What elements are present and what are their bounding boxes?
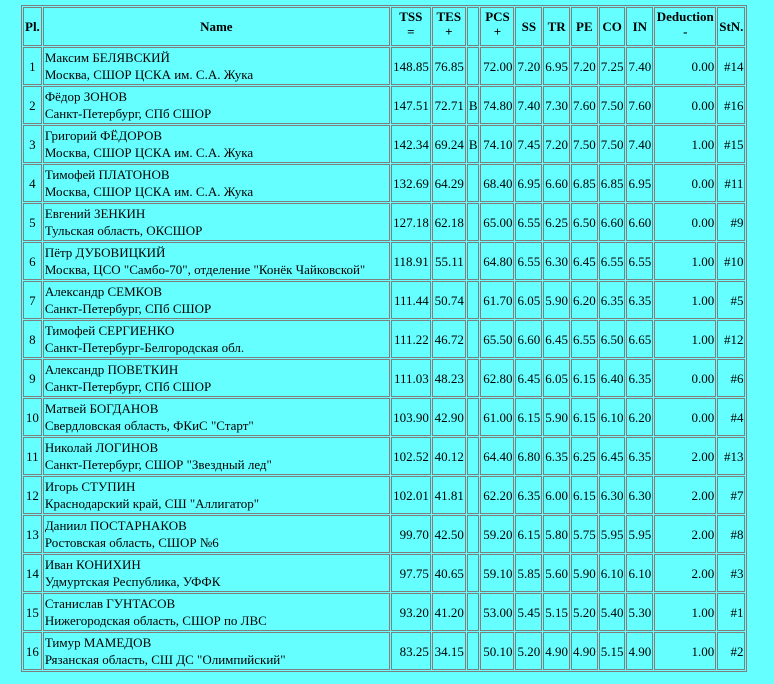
ss-cell: 5.20: [515, 632, 542, 670]
ss-cell: 6.80: [515, 437, 542, 475]
in-cell: 6.35: [626, 437, 653, 475]
tes-cell: 41.20: [432, 593, 466, 631]
skater-name: Александр ПОВЕТКИН: [44, 362, 179, 377]
start-number-cell: #4: [717, 398, 745, 436]
table-row: [23, 281, 745, 319]
skater-name: Тимур МАМЕДОВ: [44, 635, 152, 650]
table-row: [23, 398, 745, 436]
in-cell: 6.55: [626, 242, 653, 280]
skater-name: Евгений ЗЕНКИН: [44, 206, 146, 221]
tes-cell: 40.65: [432, 554, 466, 592]
table-row: [23, 203, 745, 241]
deduction-cell: 2.00: [654, 554, 716, 592]
skater-cell: [43, 632, 390, 670]
pcs-cell: 68.40: [480, 164, 514, 202]
header-deduction: [654, 7, 716, 46]
start-number-cell: #16: [717, 86, 745, 124]
start-number-cell: #5: [717, 281, 745, 319]
tss-cell: 97.75: [391, 554, 431, 592]
mark-cell: [467, 242, 480, 280]
in-cell: 6.35: [626, 281, 653, 319]
skater-cell: [43, 554, 390, 592]
deduction-cell: 1.00: [654, 125, 716, 163]
skater-cell: [43, 476, 390, 514]
pcs-cell: 64.40: [480, 437, 514, 475]
skater-cell: [43, 125, 390, 163]
tr-cell: 5.80: [543, 515, 570, 553]
co-cell: 6.40: [599, 359, 626, 397]
header-ss: SS: [515, 7, 542, 46]
skater-name: Николай ЛОГИНОВ: [44, 440, 159, 455]
co-cell: 6.10: [599, 398, 626, 436]
header-start-number: StN.: [717, 7, 745, 46]
tr-cell: 7.20: [543, 125, 570, 163]
ss-cell: 6.55: [515, 203, 542, 241]
pe-cell: 6.15: [571, 398, 598, 436]
ss-cell: 5.45: [515, 593, 542, 631]
tes-cell: 42.90: [432, 398, 466, 436]
deduction-cell: 2.00: [654, 515, 716, 553]
skater-club: Ростовская область, СШОР №6: [44, 535, 219, 550]
header-deduction-label: Deduction: [656, 9, 714, 24]
tes-cell: 76.85: [432, 47, 466, 85]
tes-cell: 62.18: [432, 203, 466, 241]
skater-club: Москва, СШОР ЦСКА им. С.А. Жука: [44, 184, 254, 199]
skater-club: Санкт-Петербург, СШОР "Звездный лед": [44, 457, 272, 472]
pe-cell: 7.60: [571, 86, 598, 124]
pe-cell: 6.45: [571, 242, 598, 280]
start-number-cell: #11: [717, 164, 745, 202]
in-cell: 5.30: [626, 593, 653, 631]
skater-club: Нижегородская область, СШОР по ЛВС: [44, 613, 267, 628]
tss-cell: 148.85: [391, 47, 431, 85]
pe-cell: 5.20: [571, 593, 598, 631]
tes-cell: 42.50: [432, 515, 466, 553]
header-tss: [391, 7, 431, 46]
tss-cell: 147.51: [391, 86, 431, 124]
table-row: [23, 86, 745, 124]
tes-cell: 50.74: [432, 281, 466, 319]
tr-cell: 6.25: [543, 203, 570, 241]
pe-cell: 5.75: [571, 515, 598, 553]
start-number-cell: #15: [717, 125, 745, 163]
pcs-cell: 65.50: [480, 320, 514, 358]
tes-cell: 64.29: [432, 164, 466, 202]
skater-cell: [43, 593, 390, 631]
co-cell: 6.85: [599, 164, 626, 202]
mark-cell: [467, 632, 480, 670]
tes-cell: 40.12: [432, 437, 466, 475]
deduction-cell: 1.00: [654, 593, 716, 631]
tr-cell: 6.45: [543, 320, 570, 358]
mark-cell: [467, 593, 480, 631]
skater-club: Санкт-Петербург, СПб СШОР: [44, 301, 212, 316]
mark-cell: [467, 47, 480, 85]
header-pcs: [480, 7, 514, 46]
header-mark: [467, 7, 480, 46]
tss-cell: 99.70: [391, 515, 431, 553]
ss-cell: 5.85: [515, 554, 542, 592]
co-cell: 5.95: [599, 515, 626, 553]
skater-club: Санкт-Петербург, СПб СШОР: [44, 106, 212, 121]
pe-cell: 6.50: [571, 203, 598, 241]
in-cell: 6.95: [626, 164, 653, 202]
mark-cell: [467, 164, 480, 202]
skater-cell: [43, 203, 390, 241]
pcs-cell: 72.00: [480, 47, 514, 85]
ss-cell: 6.15: [515, 398, 542, 436]
skater-club: Санкт-Петербург-Белгородская обл.: [44, 340, 245, 355]
skater-name: Александр СЕМКОВ: [44, 284, 163, 299]
start-number-cell: #2: [717, 632, 745, 670]
table-row: [23, 164, 745, 202]
table-row: [23, 476, 745, 514]
header-in: IN: [626, 7, 653, 46]
ss-cell: 6.95: [515, 164, 542, 202]
skater-cell: [43, 398, 390, 436]
in-cell: 6.65: [626, 320, 653, 358]
tr-cell: 6.95: [543, 47, 570, 85]
results-table: [21, 5, 747, 672]
ss-cell: 6.05: [515, 281, 542, 319]
place-cell: 5: [23, 203, 42, 241]
start-number-cell: #12: [717, 320, 745, 358]
deduction-cell: 2.00: [654, 476, 716, 514]
header-tr: TR: [543, 7, 570, 46]
tss-cell: 83.25: [391, 632, 431, 670]
co-cell: 6.45: [599, 437, 626, 475]
skater-club: Свердловская область, ФКиС "Старт": [44, 418, 254, 433]
start-number-cell: #3: [717, 554, 745, 592]
deduction-cell: 0.00: [654, 398, 716, 436]
tss-cell: 118.91: [391, 242, 431, 280]
tss-cell: 93.20: [391, 593, 431, 631]
skater-cell: [43, 515, 390, 553]
header-pe: PE: [571, 7, 598, 46]
tes-cell: 48.23: [432, 359, 466, 397]
tr-cell: 5.90: [543, 398, 570, 436]
pcs-cell: 64.80: [480, 242, 514, 280]
header-tss-sign: =: [407, 24, 415, 39]
pcs-cell: 53.00: [480, 593, 514, 631]
skater-club: Москва, СШОР ЦСКА им. С.А. Жука: [44, 67, 254, 82]
co-cell: 7.50: [599, 125, 626, 163]
skater-name: Иван КОНИХИН: [44, 557, 141, 572]
ss-cell: 6.55: [515, 242, 542, 280]
pe-cell: 6.25: [571, 437, 598, 475]
pcs-cell: 62.20: [480, 476, 514, 514]
skater-cell: [43, 242, 390, 280]
table-row: [23, 437, 745, 475]
in-cell: 6.35: [626, 359, 653, 397]
pcs-cell: 61.70: [480, 281, 514, 319]
co-cell: 6.30: [599, 476, 626, 514]
co-cell: 5.15: [599, 632, 626, 670]
skater-name: Фёдор ЗОНОВ: [44, 89, 128, 104]
start-number-cell: #14: [717, 47, 745, 85]
pe-cell: 7.50: [571, 125, 598, 163]
pcs-cell: 62.80: [480, 359, 514, 397]
ss-cell: 7.20: [515, 47, 542, 85]
skater-name: Пётр ДУБОВИЦКИЙ: [44, 245, 166, 260]
tes-cell: 41.81: [432, 476, 466, 514]
skater-cell: [43, 281, 390, 319]
start-number-cell: #10: [717, 242, 745, 280]
skater-name: Тимофей СЕРГИЕНКО: [44, 323, 175, 338]
skater-club: Москва, ЦСО "Самбо-70", отделение "Конёк Чайковской": [44, 262, 366, 277]
pcs-cell: 74.80: [480, 86, 514, 124]
tss-cell: 132.69: [391, 164, 431, 202]
header-co: CO: [599, 7, 626, 46]
mark-cell: [467, 437, 480, 475]
start-number-cell: #1: [717, 593, 745, 631]
skater-club: Москва, СШОР ЦСКА им. С.А. Жука: [44, 145, 254, 160]
pcs-cell: 59.10: [480, 554, 514, 592]
place-cell: 11: [23, 437, 42, 475]
tr-cell: 6.00: [543, 476, 570, 514]
header-tes-label: TES: [436, 9, 462, 24]
tr-cell: 4.90: [543, 632, 570, 670]
co-cell: 6.10: [599, 554, 626, 592]
pe-cell: 6.20: [571, 281, 598, 319]
place-cell: 4: [23, 164, 42, 202]
pe-cell: 6.85: [571, 164, 598, 202]
table-row: [23, 593, 745, 631]
header-tss-label: TSS: [399, 9, 423, 24]
in-cell: 6.60: [626, 203, 653, 241]
pe-cell: 7.20: [571, 47, 598, 85]
tes-cell: 55.11: [432, 242, 466, 280]
header-row: [23, 7, 745, 46]
tss-cell: 142.34: [391, 125, 431, 163]
table-row: [23, 359, 745, 397]
co-cell: 7.25: [599, 47, 626, 85]
place-cell: 12: [23, 476, 42, 514]
tss-cell: 102.52: [391, 437, 431, 475]
place-cell: 8: [23, 320, 42, 358]
place-cell: 3: [23, 125, 42, 163]
pcs-cell: 65.00: [480, 203, 514, 241]
start-number-cell: #7: [717, 476, 745, 514]
skater-club: Краснодарский край, СШ "Аллигатор": [44, 496, 260, 511]
header-tes-sign: +: [445, 24, 453, 39]
deduction-cell: 0.00: [654, 86, 716, 124]
deduction-cell: 1.00: [654, 242, 716, 280]
place-cell: 2: [23, 86, 42, 124]
tss-cell: 102.01: [391, 476, 431, 514]
co-cell: 5.40: [599, 593, 626, 631]
table-row: [23, 632, 745, 670]
header-place: Pl.: [23, 7, 42, 46]
place-cell: 16: [23, 632, 42, 670]
ss-cell: 7.45: [515, 125, 542, 163]
deduction-cell: 0.00: [654, 359, 716, 397]
mark-cell: B: [467, 125, 480, 163]
skater-name: Максим БЕЛЯВСКИЙ: [44, 50, 170, 65]
place-cell: 1: [23, 47, 42, 85]
header-deduction-sign: -: [683, 24, 688, 39]
in-cell: 7.40: [626, 47, 653, 85]
skater-club: Санкт-Петербург, СПб СШОР: [44, 379, 212, 394]
place-cell: 15: [23, 593, 42, 631]
tss-cell: 111.22: [391, 320, 431, 358]
tes-cell: 34.15: [432, 632, 466, 670]
place-cell: 7: [23, 281, 42, 319]
mark-cell: [467, 281, 480, 319]
mark-cell: [467, 359, 480, 397]
pe-cell: 6.55: [571, 320, 598, 358]
tr-cell: 6.35: [543, 437, 570, 475]
skater-name: Игорь СТУПИН: [44, 479, 136, 494]
start-number-cell: #9: [717, 203, 745, 241]
deduction-cell: 2.00: [654, 437, 716, 475]
tr-cell: 5.60: [543, 554, 570, 592]
pcs-cell: 59.20: [480, 515, 514, 553]
in-cell: 7.60: [626, 86, 653, 124]
ss-cell: 6.60: [515, 320, 542, 358]
in-cell: 5.95: [626, 515, 653, 553]
skater-cell: [43, 437, 390, 475]
co-cell: 6.55: [599, 242, 626, 280]
co-cell: 7.50: [599, 86, 626, 124]
pe-cell: 6.15: [571, 476, 598, 514]
co-cell: 6.35: [599, 281, 626, 319]
tes-cell: 69.24: [432, 125, 466, 163]
skater-name: Матвей БОГДАНОВ: [44, 401, 159, 416]
co-cell: 6.60: [599, 203, 626, 241]
tr-cell: 5.15: [543, 593, 570, 631]
mark-cell: [467, 203, 480, 241]
in-cell: 4.90: [626, 632, 653, 670]
ss-cell: 6.45: [515, 359, 542, 397]
skater-club: Рязанская область, СШ ДС "Олимпийский": [44, 652, 286, 667]
table-row: [23, 242, 745, 280]
start-number-cell: #8: [717, 515, 745, 553]
mark-cell: [467, 515, 480, 553]
ss-cell: 6.35: [515, 476, 542, 514]
co-cell: 6.50: [599, 320, 626, 358]
pcs-cell: 50.10: [480, 632, 514, 670]
in-cell: 6.10: [626, 554, 653, 592]
table-row: [23, 47, 745, 85]
in-cell: 6.20: [626, 398, 653, 436]
table-row: [23, 320, 745, 358]
place-cell: 13: [23, 515, 42, 553]
table-row: [23, 515, 745, 553]
header-pcs-label: PCS: [485, 9, 510, 24]
deduction-cell: 1.00: [654, 320, 716, 358]
table-row: [23, 125, 745, 163]
deduction-cell: 1.00: [654, 281, 716, 319]
tss-cell: 127.18: [391, 203, 431, 241]
ss-cell: 7.40: [515, 86, 542, 124]
deduction-cell: 0.00: [654, 47, 716, 85]
mark-cell: [467, 320, 480, 358]
tes-cell: 72.71: [432, 86, 466, 124]
tr-cell: 5.90: [543, 281, 570, 319]
pcs-cell: 74.10: [480, 125, 514, 163]
tr-cell: 6.30: [543, 242, 570, 280]
pcs-cell: 61.00: [480, 398, 514, 436]
tr-cell: 7.30: [543, 86, 570, 124]
pe-cell: 5.90: [571, 554, 598, 592]
deduction-cell: 0.00: [654, 164, 716, 202]
in-cell: 7.40: [626, 125, 653, 163]
skater-cell: [43, 47, 390, 85]
start-number-cell: #13: [717, 437, 745, 475]
mark-cell: [467, 398, 480, 436]
tr-cell: 6.60: [543, 164, 570, 202]
skater-name: Григорий ФЁДОРОВ: [44, 128, 163, 143]
table-row: [23, 554, 745, 592]
place-cell: 9: [23, 359, 42, 397]
results-body: [23, 47, 745, 670]
place-cell: 14: [23, 554, 42, 592]
pe-cell: 6.15: [571, 359, 598, 397]
skater-cell: [43, 86, 390, 124]
tr-cell: 6.05: [543, 359, 570, 397]
tss-cell: 111.44: [391, 281, 431, 319]
mark-cell: B: [467, 86, 480, 124]
skater-cell: [43, 164, 390, 202]
deduction-cell: 1.00: [654, 632, 716, 670]
pe-cell: 4.90: [571, 632, 598, 670]
skater-name: Даниил ПОСТАРНАКОВ: [44, 518, 187, 533]
header-tes: [432, 7, 466, 46]
mark-cell: [467, 554, 480, 592]
deduction-cell: 0.00: [654, 203, 716, 241]
skater-name: Станислав ГУНТАСОВ: [44, 596, 176, 611]
ss-cell: 6.15: [515, 515, 542, 553]
in-cell: 6.30: [626, 476, 653, 514]
header-pcs-sign: +: [493, 24, 502, 39]
skater-name: Тимофей ПЛАТОНОВ: [44, 167, 170, 182]
skater-cell: [43, 320, 390, 358]
skater-cell: [43, 359, 390, 397]
place-cell: 6: [23, 242, 42, 280]
place-cell: 10: [23, 398, 42, 436]
skater-club: Тульская область, ОКСШОР: [44, 223, 203, 238]
tes-cell: 46.72: [432, 320, 466, 358]
mark-cell: [467, 476, 480, 514]
tss-cell: 111.03: [391, 359, 431, 397]
skater-club: Удмуртская Республика, УФФК: [44, 574, 221, 589]
start-number-cell: #6: [717, 359, 745, 397]
header-name: Name: [43, 7, 390, 46]
tss-cell: 103.90: [391, 398, 431, 436]
